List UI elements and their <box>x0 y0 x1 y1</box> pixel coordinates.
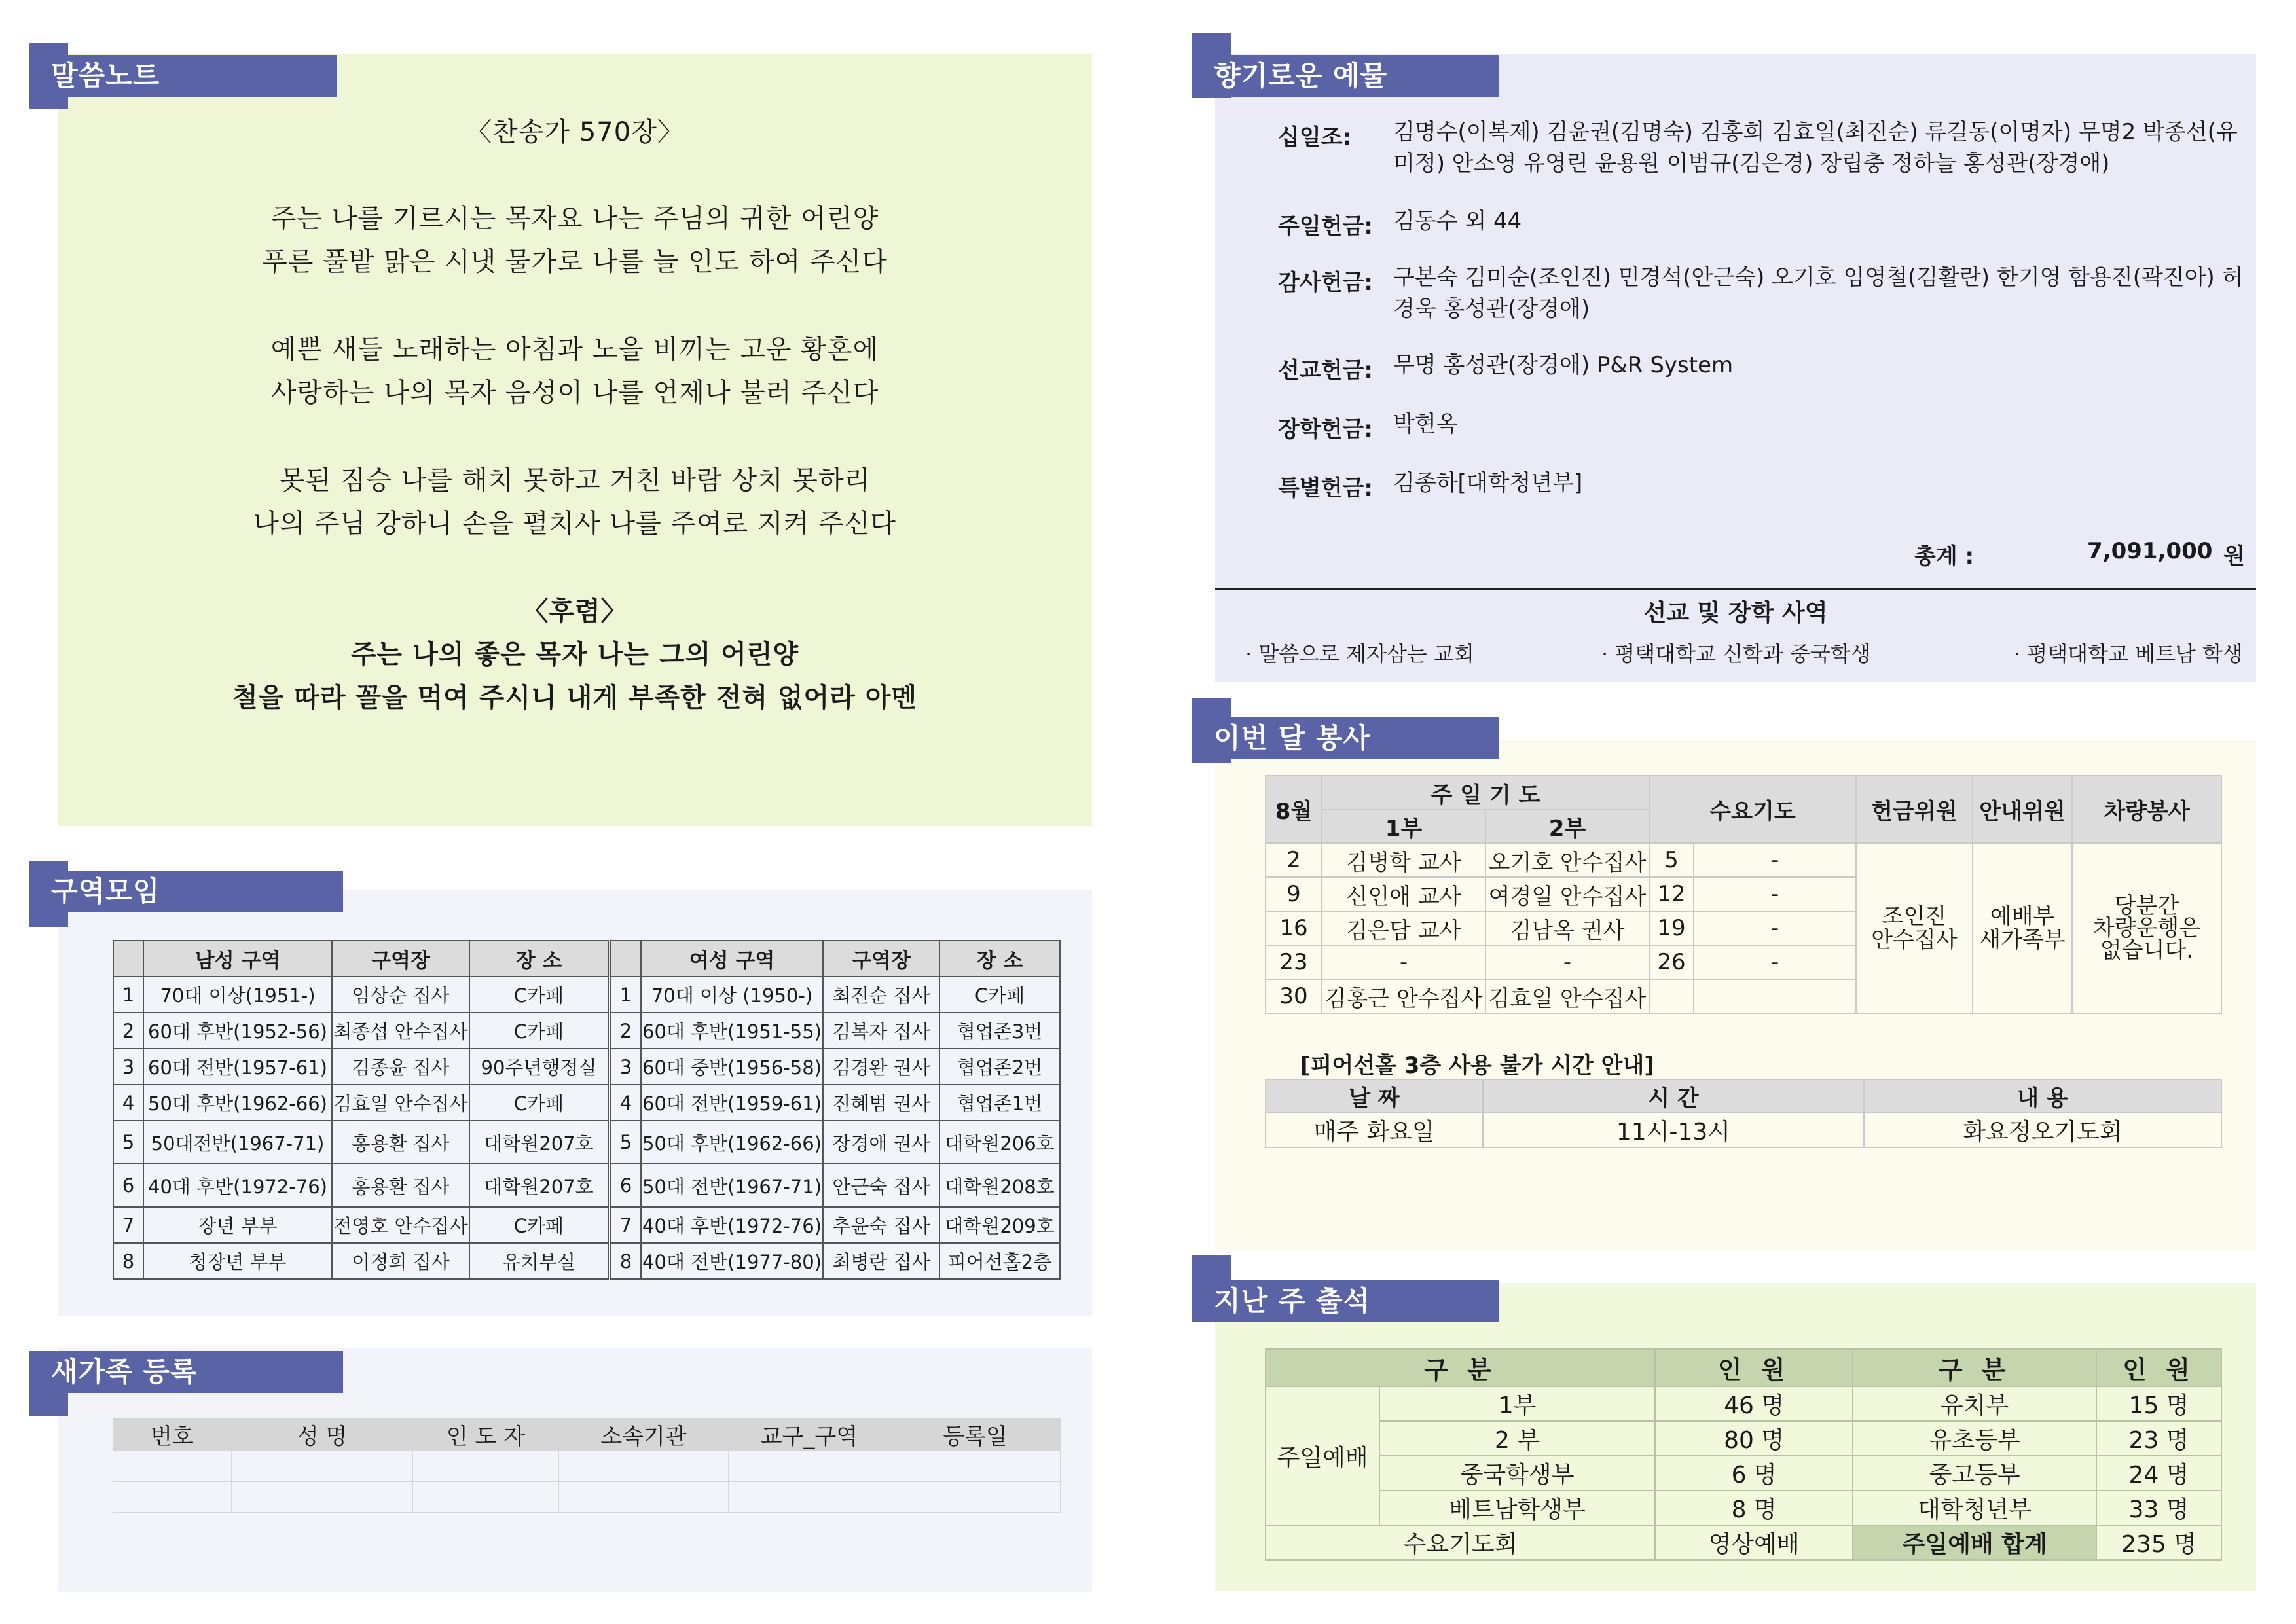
attendance-count: 8 명 <box>1655 1490 1853 1525</box>
mission-item-1: · 말씀으로 제자삼는 교회 <box>1245 641 1474 666</box>
offering-header: 향기로운 예물 <box>1192 55 1499 97</box>
attendance-total-label: 주일예배 합계 <box>1853 1525 2096 1560</box>
district-women-group: 50대 전반(1967-71) <box>641 1164 823 1207</box>
district-women-leader: 안근숙 집사 <box>823 1164 939 1207</box>
newfamily-head-org: 소속기관 <box>559 1418 729 1451</box>
attendance-name: 중고등부 <box>1853 1456 2096 1490</box>
district-women-leader: 최진순 집사 <box>823 977 939 1013</box>
piers-time: 11시-13시 <box>1483 1113 1864 1147</box>
attendance-count: 24 명 <box>2096 1456 2221 1490</box>
district-women-leader: 장경애 권사 <box>823 1121 939 1164</box>
newfamily-cell <box>413 1482 559 1513</box>
district-men-leader: 김효일 안수집사 <box>332 1085 469 1121</box>
service-panel <box>1215 740 2256 1250</box>
service-wed: - <box>1694 911 1856 945</box>
district-women-leader: 김경완 권사 <box>823 1049 939 1085</box>
district-women-place: 협업존2번 <box>939 1049 1060 1085</box>
offering-text-thanks: 구본숙 김미순(조인진) 민경석(안근숙) 오기호 임영철(김활란) 한기영 함용진(곽진아) 허경욱 홍성관(장경애) <box>1393 264 2244 322</box>
district-women-leader: 추윤숙 집사 <box>823 1207 939 1243</box>
district-no: 7 <box>113 1207 143 1243</box>
district-men-leader: 홍용환 집사 <box>332 1164 469 1207</box>
service-offering-staff-name: 조인진 안수집사 <box>1856 843 1973 1013</box>
service-month: 8월 <box>1266 776 1322 843</box>
district-no: 7 <box>610 1207 641 1243</box>
service-parking-note: 당분간 차량운행은 없습니다. <box>2072 843 2221 1013</box>
district-row <box>113 1013 1060 1049</box>
piers-table <box>1265 1079 2222 1148</box>
service-usher-name: 예배부 새가족부 <box>1973 843 2072 1013</box>
attendance-count: 33 명 <box>2096 1490 2221 1525</box>
hymn-verse-4: 사랑하는 나의 목자 음성이 나를 언제나 불러 주신다 <box>270 378 879 408</box>
newfamily-head-no: 번호 <box>113 1418 232 1451</box>
hymn-header: 말씀노트 <box>29 55 337 97</box>
attendance-name: 2 부 <box>1379 1421 1655 1456</box>
district-women-place: 대학원209호 <box>939 1207 1060 1243</box>
offering-panel <box>1215 54 2256 682</box>
district-men-group: 70대 이상(1951-) <box>143 977 332 1013</box>
attendance-head-category: 구 분 <box>1266 1349 1655 1386</box>
hymn-verse-6: 나의 주님 강하니 손을 펼치사 나를 주여로 지켜 주신다 <box>253 509 896 539</box>
service-p1: 김병학 교사 <box>1322 843 1485 877</box>
attendance-head-count: 인 원 <box>2096 1349 2221 1386</box>
district-women-place: C카페 <box>939 977 1060 1013</box>
service-wday: 12 <box>1649 877 1694 911</box>
piers-date: 매주 화요일 <box>1266 1113 1483 1147</box>
district-men-leader: 홍용환 집사 <box>332 1121 469 1164</box>
district-men-leader: 최종섭 안수집사 <box>332 1013 469 1049</box>
service-p1: - <box>1322 945 1485 979</box>
district-no: 4 <box>610 1085 641 1121</box>
attendance-table <box>1265 1348 2222 1561</box>
offering-divider <box>1215 588 2256 590</box>
service-wday: 26 <box>1649 945 1694 979</box>
mission-title: 선교 및 장학 사역 <box>1643 600 1828 626</box>
district-row <box>113 1207 1060 1243</box>
service-part2: 2부 <box>1485 810 1649 843</box>
newfamily-cell <box>232 1482 413 1513</box>
offering-text-tithe: 김명수(이복제) 김윤권(김명숙) 김홍희 김효일(최진순) 류길동(이명자) 무명2 박종선(유미정) 안소영 유영린 윤용원 이범규(김은경) 장립충 정하늘 홍성관(장경애) <box>1393 119 2238 177</box>
newfamily-cell <box>559 1482 729 1513</box>
attendance-count: 15 명 <box>2096 1386 2221 1421</box>
offering-total-label: 총계 : <box>1914 543 1975 569</box>
district-head-women: 여성 구역 <box>641 941 823 977</box>
newfamily-cell <box>890 1482 1061 1513</box>
district-men-group: 장년 부부 <box>143 1207 332 1243</box>
service-wday <box>1649 979 1694 1013</box>
offering-label-scholarship: 장학헌금: <box>1278 416 1373 442</box>
attendance-name: 유치부 <box>1853 1386 2096 1421</box>
piers-head-content: 내 용 <box>1864 1079 2221 1113</box>
offering-label-sunday: 주일헌금: <box>1278 213 1373 240</box>
newfamily-cell <box>232 1451 413 1482</box>
district-women-place: 대학원208호 <box>939 1164 1060 1207</box>
attendance-name: 베트남학생부 <box>1379 1490 1655 1525</box>
hymn-verse-1: 주는 나를 기르시는 목자요 나는 주님의 귀한 어린양 <box>270 204 879 234</box>
district-women-group: 40대 후반(1972-76) <box>641 1207 823 1243</box>
attendance-count: 80 명 <box>1655 1421 1853 1456</box>
district-women-place: 피어선홀2층 <box>939 1243 1060 1279</box>
offering-label-thanks: 감사헌금: <box>1278 270 1373 296</box>
district-head-place: 장 소 <box>939 941 1060 977</box>
attendance-count: 46 명 <box>1655 1386 1853 1421</box>
district-women-leader: 김복자 집사 <box>823 1013 939 1049</box>
hymn-title: 〈찬송가 570장〉 <box>465 117 684 147</box>
service-day: 30 <box>1266 979 1322 1013</box>
district-no: 8 <box>113 1243 143 1279</box>
district-no: 2 <box>610 1013 641 1049</box>
attendance-head-count: 인 원 <box>1655 1349 1853 1386</box>
district-men-group: 50대 후반(1962-66) <box>143 1085 332 1121</box>
district-men-place: C카페 <box>469 977 610 1013</box>
service-wed-prayer: 수요기도 <box>1649 776 1856 843</box>
district-row <box>113 1085 1060 1121</box>
newfamily-head-guide: 인 도 자 <box>413 1418 559 1451</box>
service-p2: - <box>1485 945 1649 979</box>
district-no: 6 <box>610 1164 641 1207</box>
service-wed: - <box>1694 945 1856 979</box>
attendance-total-value: 235 명 <box>2096 1525 2221 1560</box>
district-no: 5 <box>610 1121 641 1164</box>
newfamily-cell <box>113 1482 232 1513</box>
attendance-name: 대학청년부 <box>1853 1490 2096 1525</box>
service-wday: 19 <box>1649 911 1694 945</box>
newfamily-cell <box>559 1451 729 1482</box>
attendance-wed-value: 영상예배 <box>1655 1525 1853 1560</box>
district-no: 1 <box>113 977 143 1013</box>
service-wed <box>1694 979 1856 1013</box>
piers-head-date: 날 짜 <box>1266 1079 1483 1113</box>
hymn-verse-3: 예쁜 새들 노래하는 아침과 노을 비끼는 고운 황혼에 <box>270 334 879 365</box>
district-women-place: 대학원206호 <box>939 1121 1060 1164</box>
district-head-men: 남성 구역 <box>143 941 332 977</box>
district-head-leader: 구역장 <box>823 941 939 977</box>
district-row <box>113 977 1060 1013</box>
service-p1: 김홍근 안수집사 <box>1322 979 1485 1013</box>
district-men-place: C카페 <box>469 1085 610 1121</box>
district-women-group: 60대 전반(1959-61) <box>641 1085 823 1121</box>
newfamily-cell <box>729 1451 890 1482</box>
hymn-chorus-title: 〈후렴〉 <box>522 596 628 626</box>
district-no: 5 <box>113 1121 143 1164</box>
offering-text-mission: 무명 홍성관(장경애) P&R System <box>1393 352 1734 378</box>
district-men-place: C카페 <box>469 1207 610 1243</box>
attendance-count: 6 명 <box>1655 1456 1853 1490</box>
service-part1: 1부 <box>1322 810 1485 843</box>
hymn-chorus-2: 철을 따라 꼴을 먹여 주시니 내게 부족한 전혀 없어라 아멘 <box>232 683 918 713</box>
district-row <box>113 1243 1060 1279</box>
district-men-leader: 김종윤 집사 <box>332 1049 469 1085</box>
newfamily-cell <box>113 1451 232 1482</box>
newfamily-cell <box>890 1451 1061 1482</box>
attendance-head-category: 구 분 <box>1853 1349 2096 1386</box>
service-day: 23 <box>1266 945 1322 979</box>
district-no: 6 <box>113 1164 143 1207</box>
hymn-chorus-1: 주는 나의 좋은 목자 나는 그의 어린양 <box>350 640 799 670</box>
district-women-leader: 진혜범 권사 <box>823 1085 939 1121</box>
attendance-name: 중국학생부 <box>1379 1456 1655 1490</box>
service-wday: 5 <box>1649 843 1694 877</box>
offering-text-scholarship: 박현옥 <box>1393 411 1458 437</box>
offering-total-unit: 원 <box>2223 543 2245 569</box>
newfamily-table <box>113 1418 1061 1513</box>
service-wed: - <box>1694 843 1856 877</box>
hymn-verse-5: 못된 짐승 나를 해치 못하고 거친 바람 상치 못하리 <box>279 465 871 496</box>
district-men-place: C카페 <box>469 1013 610 1049</box>
district-women-place: 협업존3번 <box>939 1013 1060 1049</box>
district-no: 2 <box>113 1013 143 1049</box>
newfamily-cell <box>729 1482 890 1513</box>
district-head-leader: 구역장 <box>332 941 469 977</box>
district-men-leader: 임상순 집사 <box>332 977 469 1013</box>
service-sunday-prayer: 주 일 기 도 <box>1322 776 1649 810</box>
offering-text-special: 김종하[대학청년부] <box>1393 470 1583 496</box>
district-header: 구역모임 <box>29 871 343 912</box>
attendance-panel <box>1215 1283 2256 1591</box>
district-women-group: 70대 이상 (1950-) <box>641 977 823 1013</box>
piers-title: [피어선홀 3층 사용 불가 시간 안내] <box>1300 1053 1654 1079</box>
district-women-group: 60대 중반(1956-58) <box>641 1049 823 1085</box>
service-offering-staff: 헌금위원 <box>1856 776 1973 843</box>
district-men-place: 대학원207호 <box>469 1164 610 1207</box>
attendance-count: 23 명 <box>2096 1421 2221 1456</box>
attendance-name: 1부 <box>1379 1386 1655 1421</box>
district-no: 3 <box>113 1049 143 1085</box>
district-row <box>113 1164 1060 1207</box>
district-men-group: 50대전반(1967-71) <box>143 1121 332 1164</box>
district-men-place: 대학원207호 <box>469 1121 610 1164</box>
attendance-wed-label: 수요기도회 <box>1266 1525 1655 1560</box>
service-table <box>1265 775 2222 1014</box>
district-table <box>113 940 1061 1280</box>
service-p2: 오기호 안수집사 <box>1485 843 1649 877</box>
newfamily-head-date: 등록일 <box>890 1418 1061 1451</box>
newfamily-header: 새가족 등록 <box>29 1351 343 1393</box>
service-parking: 차량봉사 <box>2072 776 2221 843</box>
service-p1: 신인애 교사 <box>1322 877 1485 911</box>
mission-item-2: · 평택대학교 신학과 중국학생 <box>1601 641 1871 666</box>
attendance-header: 지난 주 출석 <box>1192 1280 1499 1322</box>
district-men-leader: 전영호 안수집사 <box>332 1207 469 1243</box>
attendance-name: 유초등부 <box>1853 1421 2096 1456</box>
district-men-leader: 이정희 집사 <box>332 1243 469 1279</box>
district-women-leader: 최병란 집사 <box>823 1243 939 1279</box>
district-women-group: 40대 전반(1977-80) <box>641 1243 823 1279</box>
district-men-place: 유치부실 <box>469 1243 610 1279</box>
district-head-place: 장 소 <box>469 941 610 977</box>
district-men-group: 60대 전반(1957-61) <box>143 1049 332 1085</box>
newfamily-head-district: 교구_구역 <box>729 1418 890 1451</box>
district-panel <box>58 890 1092 1316</box>
district-row <box>113 1049 1060 1085</box>
service-day: 2 <box>1266 843 1322 877</box>
offering-label-special: 특별헌금: <box>1278 475 1373 501</box>
district-no: 4 <box>113 1085 143 1121</box>
service-p2: 김남옥 권사 <box>1485 911 1649 945</box>
service-p2: 여경일 안수집사 <box>1485 877 1649 911</box>
service-p1: 김은담 교사 <box>1322 911 1485 945</box>
piers-head-time: 시 간 <box>1483 1079 1864 1113</box>
mission-item-3: · 평택대학교 베트남 학생 <box>2014 641 2243 666</box>
district-no: 1 <box>610 977 641 1013</box>
service-day: 16 <box>1266 911 1322 945</box>
hymn-verse-2: 푸른 풀밭 맑은 시냇 물가로 나를 늘 인도 하여 주신다 <box>262 247 888 277</box>
district-women-group: 60대 후반(1951-55) <box>641 1013 823 1049</box>
service-wed: - <box>1694 877 1856 911</box>
service-p2: 김효일 안수집사 <box>1485 979 1649 1013</box>
district-men-place: 90주년행정실 <box>469 1049 610 1085</box>
newfamily-cell <box>413 1451 559 1482</box>
service-day: 9 <box>1266 877 1322 911</box>
district-women-group: 50대 후반(1962-66) <box>641 1121 823 1164</box>
district-men-group: 40대 후반(1972-76) <box>143 1164 332 1207</box>
district-no: 8 <box>610 1243 641 1279</box>
district-men-group: 청장년 부부 <box>143 1243 332 1279</box>
service-header: 이번 달 봉사 <box>1192 717 1499 759</box>
newfamily-head-name: 성 명 <box>232 1418 413 1451</box>
district-row <box>113 1121 1060 1164</box>
offering-label-tithe: 십일조: <box>1278 124 1352 151</box>
piers-content: 화요정오기도회 <box>1864 1113 2221 1147</box>
offering-label-mission: 선교헌금: <box>1278 357 1373 384</box>
district-men-group: 60대 후반(1952-56) <box>143 1013 332 1049</box>
hymn-panel <box>58 54 1092 826</box>
attendance-group: 주일예배 <box>1266 1386 1379 1525</box>
district-no: 3 <box>610 1049 641 1085</box>
service-usher: 안내위원 <box>1973 776 2072 843</box>
district-women-place: 협업존1번 <box>939 1085 1060 1121</box>
offering-text-sunday: 김동수 외 44 <box>1393 208 1522 234</box>
offering-total-value: 7,091,000 <box>2087 538 2213 564</box>
